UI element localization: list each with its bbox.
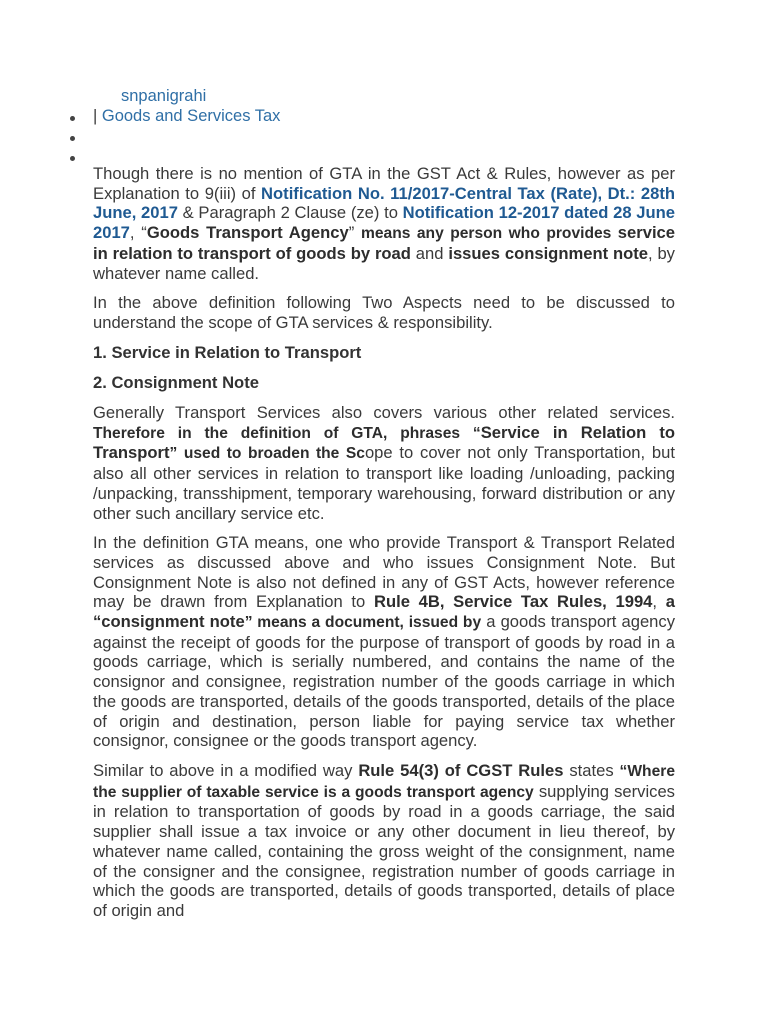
paragraph-definition [93, 164, 675, 283]
text-span: ” [348, 223, 361, 243]
author-link[interactable]: snpanigrahi [121, 87, 207, 105]
article-body [93, 164, 675, 931]
bold-term: Rule 54(3) of CGST Rules [358, 760, 564, 780]
text-span: , “ [129, 223, 147, 243]
bold-term: ” means a document, issued by [244, 614, 482, 632]
empty-bullet-item [60, 126, 280, 146]
bold-term: a “consignment note [93, 592, 675, 632]
text-span: In the definition GTA means, one who provide Transport & Transport Related services as discussed above and who issues Consignment Note. But Consignment Note is also not defined in any of GST Acts, however reference may be drawn from Explanation to [93, 533, 675, 612]
empty-bullet-item [60, 146, 280, 166]
bold-term: Therefore in the definition of GTA, phrases “ [93, 424, 481, 442]
category-link[interactable]: Goods and Services Tax [101, 107, 281, 125]
text-span: , [652, 592, 666, 612]
bold-term: Rule 4B, Service Tax Rules, 1994 [373, 592, 653, 612]
text-span: ope to cover not only Transportation, but also all other services in relation to transport like loading /unloading, packing /unpacking, transshipment, temporary warehousing, forward distribution or any other such ancillary service etc. [93, 443, 675, 523]
bold-term: means any person who provides [361, 225, 618, 243]
text-span: supplying services in relation to transportation of goods by road in a goods carriage, the said supplier shall issue a tax invoice or any other document in lieu thereof, by whatever name called, containing the gross weight of the consignment, name of the consigner and the consignee, registration number of goods carriage in which the goods are transported, details of goods transported, details of place of origin and [93, 781, 675, 920]
bold-term: Service in Relation to Transport [93, 422, 676, 463]
text-span: Similar to above in a modified way [93, 760, 359, 780]
category-separator: | [93, 107, 102, 125]
notification-12-link[interactable]: Notification 12-2017 dated 28 June 2017 [93, 203, 675, 243]
heading-service-transport: 1. Service in Relation to Transport [93, 342, 362, 362]
text-span: Though there is no mention of GTA in the GST Act & Rules, however as per Explanation to 9(iii) of [93, 164, 675, 203]
author-item [60, 86, 280, 106]
post-meta-list [60, 86, 280, 166]
paragraph-transport-services [93, 403, 675, 523]
text-span: a goods transport agency against the receipt of goods for the purpose of transport of goods by road in a goods carriage, which is serially numbered, and contains the name of the consignor and consignee, registration number of the goods carriage in which the goods are transported, details of the goods transported, details of the place of origin and destination, person liable for paying service tax whether consignor, consignee or the goods transport agency. [93, 612, 675, 751]
bold-term: issues consignment note [448, 243, 648, 263]
text-span: & Paragraph 2 Clause (ze) to [177, 203, 403, 223]
text-span: Generally Transport Services also covers various other related services. [93, 403, 675, 423]
paragraph-aspects: In the above definition following Two Aspects need to be discussed to understand the scope of GTA services & responsibility. [93, 293, 675, 332]
notification-11-link[interactable]: Notification No. 11/2017-Central Tax (Rate), Dt.: 28th June, 2017 [93, 183, 675, 223]
text-span: , by whatever name called. [93, 243, 675, 283]
bold-term: Goods Transport Agency [146, 223, 349, 243]
text-span: states [563, 760, 620, 780]
heading-consignment-note: 2. Consignment Note [93, 372, 259, 392]
paragraph-consignment-note [93, 533, 675, 751]
bold-term: service in relation to transport of goods by road [93, 223, 676, 263]
paragraph-cgst-rule [93, 761, 675, 921]
text-span: and [410, 243, 449, 263]
bold-term: ” used to broaden the Sc [169, 445, 365, 463]
category-item [60, 106, 280, 126]
bold-term: “Where the supplier of taxable service is a goods transport agency [93, 762, 675, 801]
